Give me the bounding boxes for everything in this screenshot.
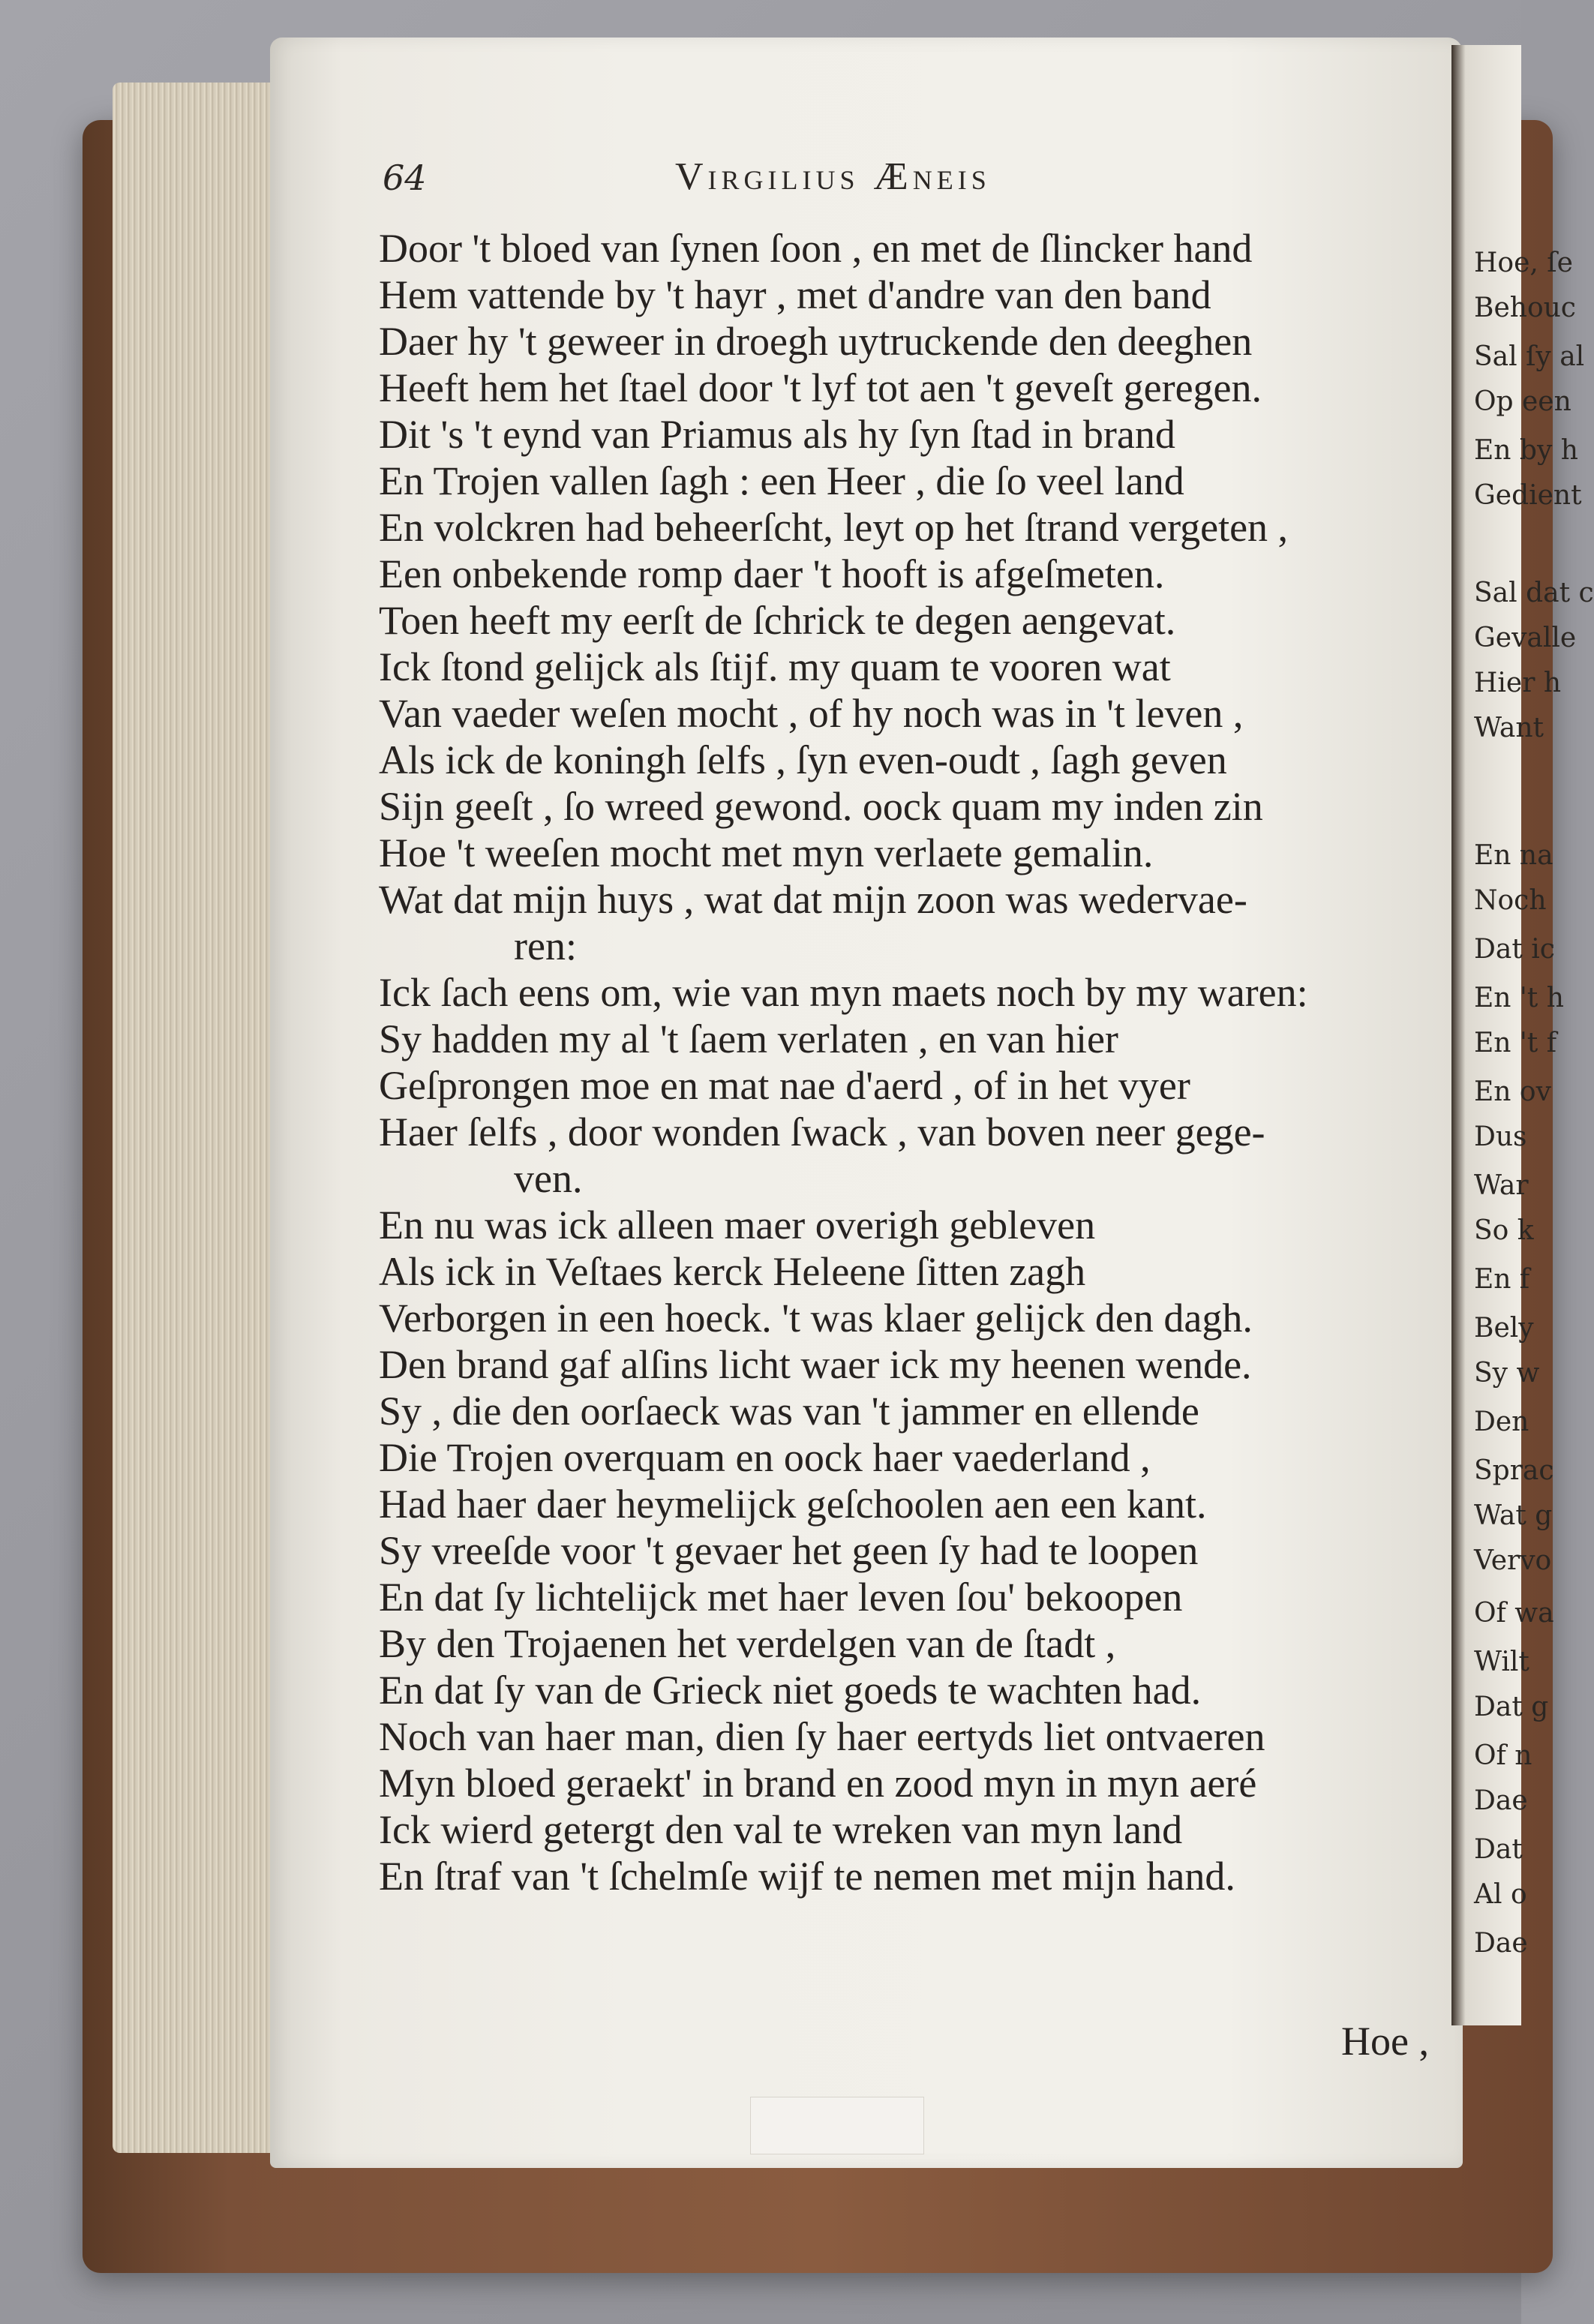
page-number: 64 — [383, 158, 427, 198]
facing-page-fragment: War — [1474, 1170, 1529, 1201]
facing-page-fragment: Al o — [1474, 1879, 1527, 1910]
facing-page-fragment: Dat ic — [1474, 934, 1555, 965]
verse-line: Noch van haer man, dien ſy haer eertyds liet ontvaeren — [379, 1714, 1265, 1759]
verse-line: Hem vattende by 't hayr , met d'andre van den band — [379, 272, 1211, 317]
verse-line: Ick ſach eens om, wie van myn maets noch by my waren: — [379, 970, 1308, 1015]
verse-line: En dat ſy van de Grieck niet goeds te wachten had. — [379, 1668, 1202, 1713]
verse-line: ren: — [514, 923, 577, 968]
facing-page-fragment: Op een — [1474, 386, 1571, 417]
verse-line: Toen heeft my eerſt de ſchrick te degen aengevat. — [379, 598, 1176, 643]
verse-line: Wat dat mijn huys , wat dat mijn zoon was wedervae- — [379, 877, 1247, 922]
facing-page-fragment: Dus — [1474, 1121, 1527, 1152]
verse-line: Als ick de koningh ſelfs , ſyn even-oudt , ſagh geven — [379, 737, 1227, 782]
facing-page-fragment: Hier h — [1474, 668, 1562, 698]
verse-line: Sy hadden my al 't ſaem verlaten , en van hier — [379, 1016, 1118, 1061]
verse-line: En dat ſy lichtelijck met haer leven ſou' bekoopen — [379, 1575, 1183, 1620]
facing-page-fragment: Sal dat c — [1474, 578, 1594, 608]
verse-line: Hoe 't weeſen mocht met myn verlaete gemalin. — [379, 830, 1154, 875]
facing-page-fragment: Dae — [1474, 1928, 1528, 1959]
facing-page-fragment: Den — [1474, 1407, 1529, 1437]
verse-line: Geſprongen moe en mat nae d'aerd , of in het vyer — [379, 1063, 1190, 1108]
facing-page-fragment: En 't h — [1474, 983, 1564, 1013]
verse-line: ven. — [514, 1156, 583, 1201]
catchword: Hoe , — [1341, 2019, 1429, 2064]
facing-page-fragment: Sal ſy al — [1474, 341, 1585, 372]
facing-page-fragment: Hoe, ſe — [1474, 248, 1573, 278]
facing-page-fragment: Dae — [1474, 1785, 1528, 1816]
verse-line: En Trojen vallen ſagh : een Heer , die ſo veel land — [379, 458, 1184, 503]
facing-page-fragment: Dat g — [1474, 1692, 1549, 1722]
facing-page-fragment: Gevalle — [1474, 623, 1577, 653]
facing-page-fragment: Dat — [1474, 1834, 1523, 1865]
facing-page-fragment: Behouc — [1474, 293, 1576, 323]
facing-page-fragment: Wat g — [1474, 1500, 1553, 1531]
verse-line: Een onbekende romp daer 't hooft is afgeſmeten. — [379, 551, 1165, 596]
verse-line: En nu was ick alleen maer overigh gebleven — [379, 1203, 1096, 1248]
verse-line: Die Trojen overquam en oock haer vaederland , — [379, 1435, 1151, 1480]
verse-line: Myn bloed geraekt' in brand en zood myn in myn aeré — [379, 1761, 1257, 1806]
verse-line: Door 't bloed van ſynen ſoon , en met de ſlincker hand — [379, 226, 1253, 271]
facing-page-fragment: En na — [1474, 840, 1553, 871]
facing-page — [1451, 45, 1594, 2025]
facing-page-fragment: Gedient — [1474, 480, 1582, 511]
facing-page-fragment: En 't f — [1474, 1028, 1557, 1058]
facing-page-fragment: So k — [1474, 1215, 1534, 1246]
facing-page-fragment: Sy w — [1474, 1358, 1540, 1389]
verse-text — [379, 225, 1444, 1899]
verse-line: Sy vreeſde voor 't gevaer het geen ſy had te loopen — [379, 1528, 1199, 1573]
verse-line: Verborgen in een hoeck. 't was klaer gelijck den dagh. — [379, 1296, 1253, 1341]
verse-line: Dit 's 't eynd van Priamus als hy ſyn ſtad in brand — [379, 412, 1175, 457]
facing-page-fragment: Sprac — [1474, 1455, 1554, 1486]
verse-line: Sijn geeſt , ſo wreed gewond. oock quam my inden zin — [379, 784, 1263, 829]
page-header — [383, 155, 1433, 210]
verse-line: Had haer daer heymelijck geſchoolen aen een kant. — [379, 1482, 1207, 1527]
facing-page-fragment: Bely — [1474, 1313, 1534, 1344]
verse-line: Daer hy 't geweer in droegh uytruckende den deeghen — [379, 319, 1253, 364]
verse-line: Ick wierd getergt den val te wreken van myn land — [379, 1807, 1183, 1852]
verse-line: En ſtraf van 't ſchelmſe wijf te nemen met mijn hand. — [379, 1854, 1235, 1899]
page-edges — [113, 83, 285, 2153]
facing-page-fragment: Of n — [1474, 1740, 1532, 1771]
verse-line: Haer ſelfs , door wonden ſwack , van boven neer gege- — [379, 1109, 1265, 1154]
verse-line: By den Trojaenen het verdelgen van de ſtadt , — [379, 1621, 1116, 1666]
facing-page-fragment: Noch — [1474, 885, 1547, 916]
facing-page-fragment: Of wa — [1474, 1598, 1554, 1629]
verse-line: Sy , die den oorſaeck was van 't jammer en ellende — [379, 1389, 1199, 1434]
verse-line: Den brand gaf alſins licht waer ick my heenen wende. — [379, 1342, 1252, 1387]
verse-line: Ick ſtond gelijck als ſtijf. my quam te vooren wat — [379, 644, 1171, 689]
verse-line: Heeft hem het ſtael door 't lyf tot aen 't geveſt geregen. — [379, 365, 1262, 410]
facing-page-fragment: En by h — [1474, 435, 1578, 466]
facing-page-fragment: Wilt — [1474, 1647, 1529, 1677]
facing-page-fragment: Vervo — [1474, 1545, 1552, 1576]
facing-page-fragment: En f — [1474, 1264, 1530, 1295]
facing-page-fragment: En ov — [1474, 1076, 1551, 1107]
verse-line: Van vaeder weſen mocht , of hy noch was in 't leven , — [379, 691, 1244, 736]
verse-line: En volckren had beheerſcht, leyt op het ſtrand vergeten , — [379, 505, 1289, 550]
running-head: Virgilius Æneis — [675, 155, 991, 198]
library-label — [750, 2097, 924, 2154]
facing-page-fragment: Want — [1474, 713, 1544, 743]
verse-line: Als ick in Veſtaes kerck Heleene ſitten zagh — [379, 1249, 1086, 1294]
